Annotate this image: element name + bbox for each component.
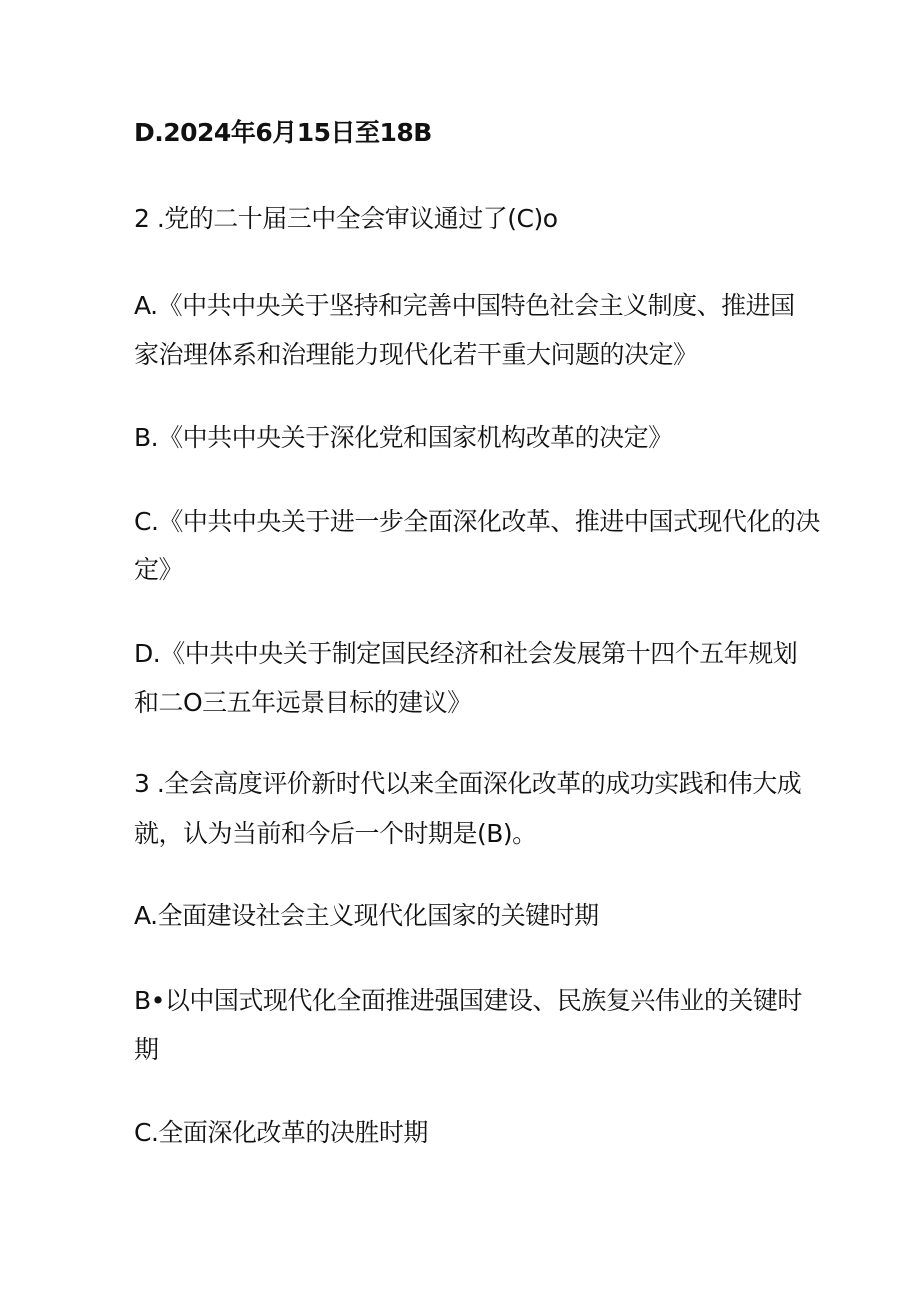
option-c-q2-line1: C.《中共中央关于进一步全面深化改革、推进中国式现代化的决 [134,507,820,536]
answer-option-d-q1: D.2024年6月15日至18B [134,118,432,147]
option-b-q3-line1: B•以中国式现代化全面推进强国建设、民族复兴伟业的关键时 [134,986,802,1015]
question-3-line2: 就，认为当前和今后一个时期是(B)。 [134,819,537,848]
option-b-q2: B.《中共中央关于深化党和国家机构改革的决定》 [134,423,673,452]
option-d-q2-line2: 和二O三五年远景目标的建议》 [134,688,472,717]
question-2: 2 .党的二十届三中全会审议通过了(C)o [134,204,558,233]
option-a-q2-line2: 家治理体系和治理能力现代化若干重大问题的决定》 [134,340,698,369]
option-a-q3: A.全面建设社会主义现代化国家的关键时期 [134,901,599,930]
option-d-q2-line1: D.《中共中央关于制定国民经济和社会发展第十四个五年规划 [134,639,798,668]
option-a-q2-line1: A.《中共中央关于坚持和完善中国特色社会主义制度、推进国 [134,291,795,320]
option-b-q3-line2: 期 [134,1035,159,1064]
question-3-line1: 3 .全会高度评价新时代以来全面深化改革的成功实践和伟大成 [134,769,802,798]
option-c-q2-line2: 定》 [134,555,184,584]
option-c-q3: C.全面深化改革的决胜时期 [134,1118,428,1147]
